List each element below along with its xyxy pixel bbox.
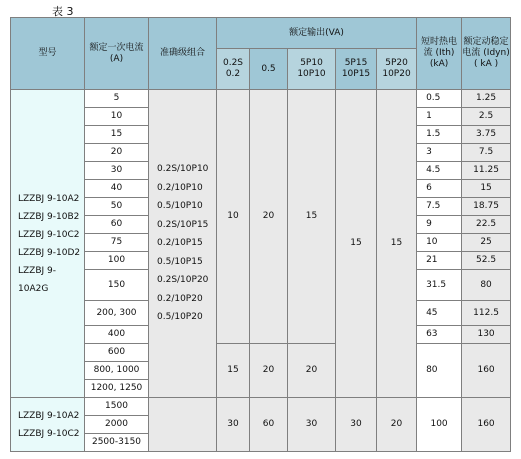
dynamic-cell: 15 — [462, 180, 511, 198]
thermal-cell: 63 — [417, 326, 462, 344]
current-cell: 75 — [85, 234, 149, 252]
thermal-cell: 100 — [417, 398, 462, 452]
dynamic-cell: 130 — [462, 326, 511, 344]
thermal-cell: 1.5 — [417, 126, 462, 144]
thermal-cell: 45 — [417, 301, 462, 326]
header-output-col: 5P10 10P10 — [288, 49, 336, 90]
output-cell: 20 — [250, 344, 288, 398]
current-cell: 15 — [85, 126, 149, 144]
accuracy-combo: 0.2/10P15 — [157, 238, 203, 249]
thermal-cell: 3 — [417, 144, 462, 162]
dynamic-cell: 25 — [462, 234, 511, 252]
model-name: LZZBJ 9-10A2G — [18, 265, 57, 294]
thermal-cell: 9 — [417, 216, 462, 234]
accuracy-combo: 0.5/10P10 — [157, 201, 203, 212]
model-name: LZZBJ 9-10A2 — [18, 410, 80, 421]
header-output-col: 5P15 10P15 — [336, 49, 377, 90]
header-accuracy: 准确级组合 — [149, 18, 217, 90]
current-cell: 200, 300 — [85, 301, 149, 326]
thermal-cell: 1 — [417, 108, 462, 126]
dynamic-cell: 160 — [462, 344, 511, 398]
output-cell: 15 — [336, 90, 377, 398]
table-caption: 表 3 — [52, 5, 74, 18]
dynamic-cell: 52.5 — [462, 252, 511, 270]
dynamic-cell: 2.5 — [462, 108, 511, 126]
dynamic-cell: 80 — [462, 270, 511, 301]
accuracy-combo: 0.2S/10P10 — [157, 164, 209, 175]
output-cell: 15 — [217, 344, 250, 398]
dynamic-cell: 11.25 — [462, 162, 511, 180]
thermal-cell: 4.5 — [417, 162, 462, 180]
header-output-col: 0.5 — [250, 49, 288, 90]
thermal-cell: 6 — [417, 180, 462, 198]
dynamic-cell: 1.25 — [462, 90, 511, 108]
header-output-col: 0.2S 0.2 — [217, 49, 250, 90]
accuracy-combo: 0.2S/10P15 — [157, 219, 209, 230]
current-cell: 5 — [85, 90, 149, 108]
header-primary-current: 额定一次电流(A) — [85, 18, 149, 90]
dynamic-cell: 22.5 — [462, 216, 511, 234]
output-cell: 30 — [288, 398, 336, 452]
current-cell: 2500-3150 — [85, 434, 149, 452]
current-cell: 50 — [85, 198, 149, 216]
dynamic-cell: 7.5 — [462, 144, 511, 162]
accuracy-combo: 0.2/10P20 — [157, 293, 203, 304]
model-name: LZZBJ 9-10A2 — [18, 193, 80, 204]
accuracy-combo: 0.2S/10P20 — [157, 275, 209, 286]
dynamic-cell: 18.75 — [462, 198, 511, 216]
output-cell: 15 — [288, 90, 336, 344]
current-cell: 1500 — [85, 398, 149, 416]
model-name: LZZBJ 9-10C2 — [18, 229, 80, 240]
thermal-cell: 10 — [417, 234, 462, 252]
current-cell: 20 — [85, 144, 149, 162]
thermal-cell: 31.5 — [417, 270, 462, 301]
header-output-col: 5P20 10P20 — [377, 49, 417, 90]
header-rated-output: 额定输出(VA) — [217, 18, 417, 49]
current-cell: 60 — [85, 216, 149, 234]
output-cell: 30 — [336, 398, 377, 452]
spec-table — [10, 17, 511, 452]
current-cell: 800, 1000 — [85, 362, 149, 380]
accuracy-combo: 0.5/10P15 — [157, 256, 203, 267]
current-cell: 600 — [85, 344, 149, 362]
current-cell: 1200, 1250 — [85, 380, 149, 398]
current-cell: 10 — [85, 108, 149, 126]
current-cell: 30 — [85, 162, 149, 180]
model-list-main — [11, 90, 85, 398]
dynamic-cell: 112.5 — [462, 301, 511, 326]
output-cell: 20 — [250, 90, 288, 344]
output-cell: 20 — [377, 398, 417, 452]
current-cell: 100 — [85, 252, 149, 270]
output-cell: 20 — [288, 344, 336, 398]
header-thermal: 短时热电流 (Ith)(kA) — [417, 18, 462, 90]
current-cell: 40 — [85, 180, 149, 198]
output-cell: 10 — [217, 90, 250, 344]
output-cell: 60 — [250, 398, 288, 452]
accuracy-combo: 0.2/10P10 — [157, 182, 203, 193]
thermal-cell: 7.5 — [417, 198, 462, 216]
header-dynamic: 额定动稳定电流 (Idyn)( kA ) — [462, 18, 511, 90]
model-name: LZZBJ 9-10D2 — [18, 247, 81, 258]
output-cell: 30 — [217, 398, 250, 452]
dynamic-cell: 3.75 — [462, 126, 511, 144]
current-cell: 150 — [85, 270, 149, 301]
model-list-bottom — [11, 398, 85, 452]
accuracy-combos — [149, 90, 217, 398]
thermal-cell: 80 — [417, 344, 462, 398]
thermal-cell: 0.5 — [417, 90, 462, 108]
current-cell: 2000 — [85, 416, 149, 434]
thermal-cell: 21 — [417, 252, 462, 270]
accuracy-empty — [149, 398, 217, 452]
current-cell: 400 — [85, 326, 149, 344]
output-cell: 15 — [377, 90, 417, 398]
accuracy-combo: 0.5/10P20 — [157, 312, 203, 323]
dynamic-cell: 160 — [462, 398, 511, 452]
header-model: 型号 — [11, 18, 85, 90]
model-name: LZZBJ 9-10C2 — [18, 428, 80, 439]
model-name: LZZBJ 9-10B2 — [18, 211, 80, 222]
